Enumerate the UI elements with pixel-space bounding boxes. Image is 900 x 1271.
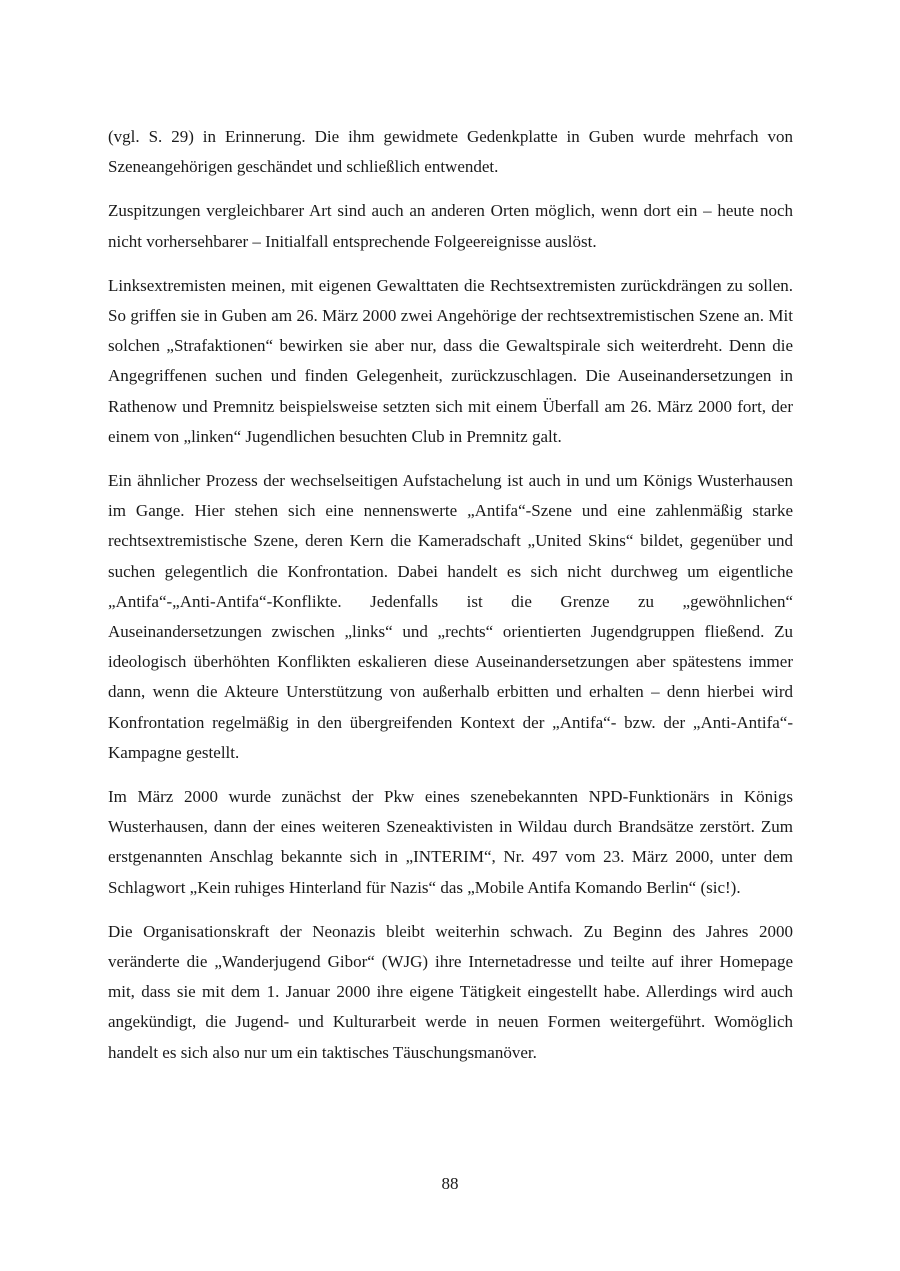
paragraph-6: Die Organisationskraft der Neonazis bleibt weiterhin schwach. Zu Beginn des Jahres 2000 veränderte die „Wanderjugend Gibor“ (WJG) ihre Internetadresse und teilte auf ihrer Homepage mit, dass sie mit dem 1. Januar 2000 ihre eigene Tätigkeit eingestellt habe. Allerdings wird auch angekündigt, die Jugend- und Kulturarbeit werde in neuen Formen weitergeführt. Womöglich handelt es sich also nur um ein taktisches Täuschungsmanöver. [108, 921, 793, 1062]
paragraph-3: Linksextremisten meinen, mit eigenen Gewalttaten die Rechtsextremisten zurückdrängen zu sollen. So griffen sie in Guben am 26. März 2000 zwei Angehörige der rechtsextremistischen Szene an. Mit solchen „Strafaktionen“ bewirken sie aber nur, dass die Gewaltspirale sich weiterdreht. Denn die Angegriffenen suchen und finden Gelegenheit, zurückzuschlagen. Die Auseinandersetzungen in Rathenow und Premnitz beispielsweise setzten sich mit einem Überfall am 26. März 2000 fort, der einem von „linken“ Jugendlichen besuchten Club in Premnitz galt. [108, 275, 793, 446]
paragraph-4: Ein ähnlicher Prozess der wechselseitigen Aufstachelung ist auch in und um Königs Wusterhausen im Gange. Hier stehen sich eine nennenswerte „Antifa“-Szene und eine zahlenmäßig starke rechtsextremistische Szene, deren Kern die Kameradschaft „United Skins“ bildet, gegenüber und suchen gelegentlich die Konfrontation. Dabei handelt es sich nicht durchweg um eigentliche „Antifa“-„Anti-Antifa“-Konflikte. Jedenfalls ist die Grenze zu „gewöhnlichen“ Auseinandersetzungen zwischen „links“ und „rechts“ orientierten Jugendgruppen fließend. Zu ideologisch überhöhten Konflikten eskalieren diese Auseinandersetzungen aber spätestens immer dann, wenn die Akteure Unterstützung von außerhalb erbitten und erhalten – denn hierbei wird Konfrontation regelmäßig in den übergreifenden Kontext der „Antifa“- bzw. der „Anti-Antifa“-Kampagne gestellt. [108, 471, 793, 762]
paragraph-1: (vgl. S. 29) in Erinnerung. Die ihm gewidmete Gedenkplatte in Guben wurde mehrfach von Szeneangehörigen geschändet und schließlich entwendet. [108, 127, 793, 177]
paragraph-2: Zuspitzungen vergleichbarer Art sind auch an anderen Orten möglich, wenn dort ein – heute noch nicht vorhersehbarer – Initialfall entsprechende Folgeereignisse auslöst. [108, 201, 793, 251]
page-number: 88 [441, 1174, 459, 1193]
page-body [108, 122, 793, 1082]
paragraph-5: Im März 2000 wurde zunächst der Pkw eines szenebekannten NPD-Funktionärs in Königs Wusterhausen, dann der eines weiteren Szeneaktivisten in Wildau durch Brandsätze zerstört. Zum erstgenannten Anschlag bekannte sich in „INTERIM“, Nr. 497 vom 23. März 2000, unter dem Schlagwort „Kein ruhiges Hinterland für Nazis“ das „Mobile Antifa Komando Berlin“ (sic!). [108, 787, 793, 897]
